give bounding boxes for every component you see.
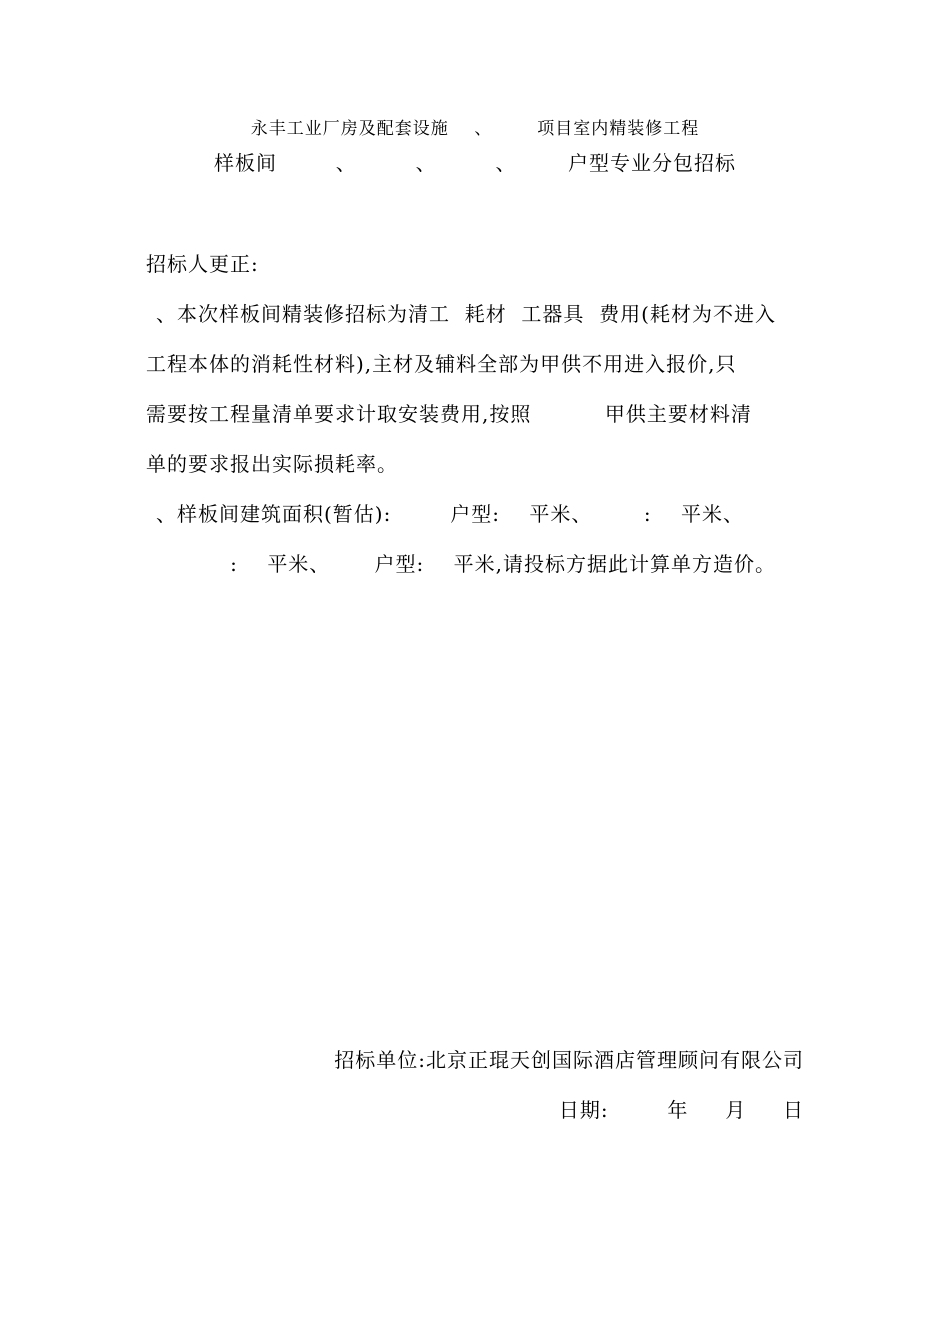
date-line: 日期: 年 月 日 bbox=[558, 1098, 804, 1122]
item1-line2: 工程本体的消耗性材料),主材及辅料全部为甲供不用进入报价,只 bbox=[146, 352, 737, 376]
item1-line3: 需要按工程量清单要求计取安装费用,按照 甲供主要材料清 bbox=[146, 402, 752, 426]
document-title-line1: 永丰工业厂房及配套设施 、 项目室内精装修工程 bbox=[250, 119, 700, 139]
item2-line1: 、样板间建筑面积(暂估): 户型: 平米、 : 平米、 bbox=[156, 502, 745, 526]
issuer-line: 招标单位:北京正琨天创国际酒店管理顾问有限公司 bbox=[334, 1048, 804, 1072]
document-title-line2: 样板间 、 、 、 户型专业分包招标 bbox=[213, 151, 737, 175]
correction-label: 招标人更正: bbox=[146, 252, 259, 276]
item1-line1: 、本次样板间精装修招标为清工 耗材 工器具 费用(耗材为不进入 bbox=[156, 302, 776, 326]
item1-line4: 单的要求报出实际损耗率。 bbox=[146, 452, 398, 476]
item2-line2: : 平米、 户型: 平米,请投标方据此计算单方造价。 bbox=[186, 552, 776, 576]
